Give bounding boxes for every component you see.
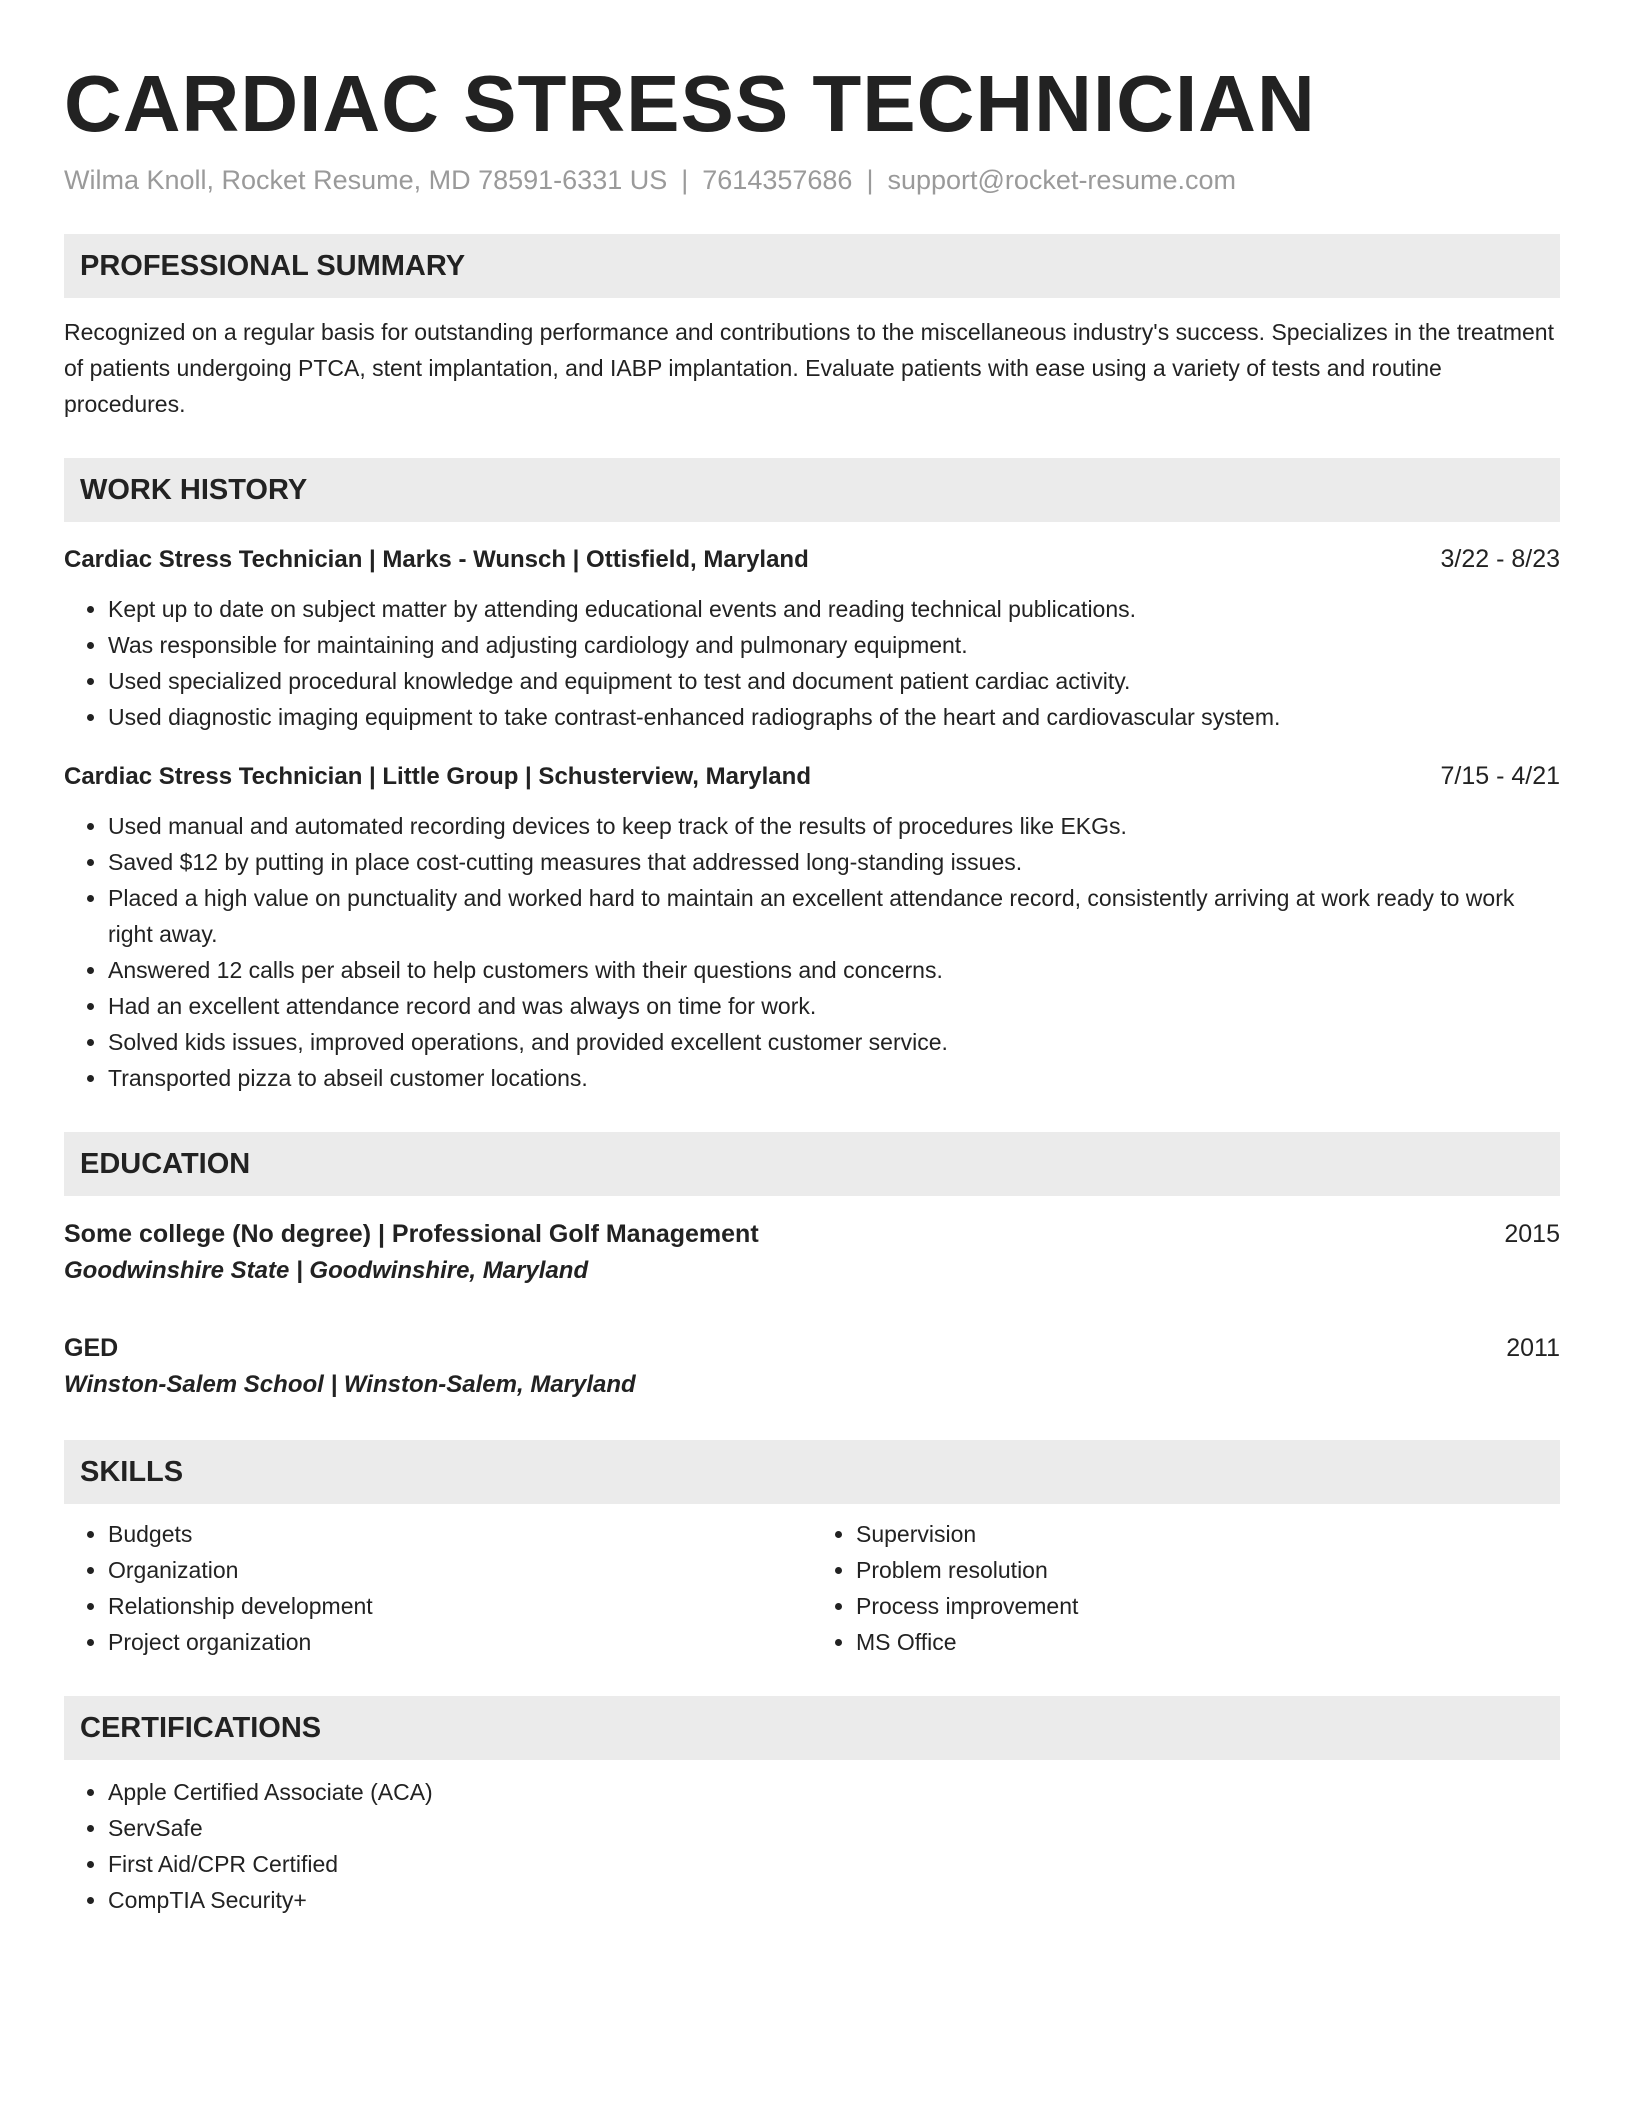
- skills-columns: [64, 1516, 1560, 1660]
- list-item: • Used specialized procedural knowledge and equipment to test and document patient cardiac activity.: [108, 663, 1560, 699]
- contact-separator: |: [866, 165, 874, 195]
- list-item: • Apple Certified Associate (ACA): [108, 1774, 1560, 1810]
- education-entry: [64, 1216, 1560, 1290]
- list-item: • Solved kids issues, improved operations, and provided excellent customer service.: [108, 1024, 1560, 1060]
- job-header: [64, 759, 1560, 794]
- section-header-education: EDUCATION: [64, 1132, 1560, 1196]
- list-item: • MS Office: [856, 1624, 1560, 1660]
- list-item: • Budgets: [108, 1516, 812, 1552]
- section-header-work-history: WORK HISTORY: [64, 458, 1560, 522]
- list-item: • Supervision: [856, 1516, 1560, 1552]
- job-header: [64, 542, 1560, 577]
- section-header-summary: PROFESSIONAL SUMMARY: [64, 234, 1560, 298]
- education-school: Goodwinshire State | Goodwinshire, Maryland: [64, 1257, 589, 1284]
- list-item: • Project organization: [108, 1624, 812, 1660]
- list-item: • Relationship development: [108, 1588, 812, 1624]
- list-item: • Used diagnostic imaging equipment to take contrast-enhanced radiographs of the heart and cardiovascular system.: [108, 699, 1560, 735]
- education-degree: GED: [64, 1334, 119, 1362]
- job-title-line: Cardiac Stress Technician | Marks - Wunsch | Ottisfield, Maryland: [64, 546, 809, 573]
- contact-address: Wilma Knoll, Rocket Resume, MD 78591-6331 US: [64, 165, 668, 195]
- education-header: [64, 1330, 1560, 1366]
- education-school: Winston-Salem School | Winston-Salem, Maryland: [64, 1371, 636, 1398]
- list-item: • Placed a high value on punctuality and worked hard to maintain an excellent attendance record, consistently arriving at work ready to work right away.: [108, 880, 1560, 952]
- job-dates: 3/22 - 8/23: [1440, 545, 1560, 573]
- education-degree: Some college (No degree) | Professional Golf Management: [64, 1220, 759, 1248]
- education-year: 2015: [1504, 1220, 1560, 1248]
- list-item: • Answered 12 calls per abseil to help customers with their questions and concerns.: [108, 952, 1560, 988]
- skills-list-left: [64, 1516, 812, 1660]
- education-entry: [64, 1330, 1560, 1404]
- job-title-line: Cardiac Stress Technician | Little Group | Schusterview, Maryland: [64, 763, 811, 790]
- job-bullets: [64, 591, 1560, 735]
- page-title: CARDIAC STRESS TECHNICIAN: [64, 59, 1316, 148]
- job-entry: [64, 759, 1560, 1096]
- list-item: • Transported pizza to abseil customer locations.: [108, 1060, 1560, 1096]
- contact-phone: 7614357686: [702, 165, 853, 195]
- education-header: [64, 1216, 1560, 1252]
- section-header-certifications: CERTIFICATIONS: [64, 1696, 1560, 1760]
- list-item: • Kept up to date on subject matter by attending educational events and reading technical publications.: [108, 591, 1560, 627]
- job-bullets: [64, 808, 1560, 1096]
- list-item: • Organization: [108, 1552, 812, 1588]
- resume-page: [64, 58, 1560, 1918]
- list-item: • Had an excellent attendance record and was always on time for work.: [108, 988, 1560, 1024]
- list-item: • Problem resolution: [856, 1552, 1560, 1588]
- contact-email: support@rocket-resume.com: [887, 165, 1236, 195]
- education-year: 2011: [1506, 1334, 1560, 1362]
- contact-separator: |: [681, 165, 689, 195]
- job-entry: [64, 542, 1560, 735]
- list-item: • ServSafe: [108, 1810, 1560, 1846]
- summary-text: Recognized on a regular basis for outstanding performance and contributions to the miscellaneous industry's success. Specializes in the treatment of patients undergoing PTCA, stent implantation, and IABP implantation. Evaluate patients with ease using a variety of tests and routine procedures.: [64, 319, 1554, 417]
- list-item: • Was responsible for maintaining and adjusting cardiology and pulmonary equipment.: [108, 627, 1560, 663]
- list-item: • Saved $12 by putting in place cost-cutting measures that addressed long-standing issues.: [108, 844, 1560, 880]
- certifications-list: [64, 1774, 1560, 1918]
- job-dates: 7/15 - 4/21: [1440, 762, 1560, 790]
- contact-line: [64, 162, 1560, 198]
- skills-list-right: [812, 1516, 1560, 1660]
- list-item: • Process improvement: [856, 1588, 1560, 1624]
- section-header-skills: SKILLS: [64, 1440, 1560, 1504]
- list-item: • CompTIA Security+: [108, 1882, 1560, 1918]
- list-item: • Used manual and automated recording devices to keep track of the results of procedures like EKGs.: [108, 808, 1560, 844]
- list-item: • First Aid/CPR Certified: [108, 1846, 1560, 1882]
